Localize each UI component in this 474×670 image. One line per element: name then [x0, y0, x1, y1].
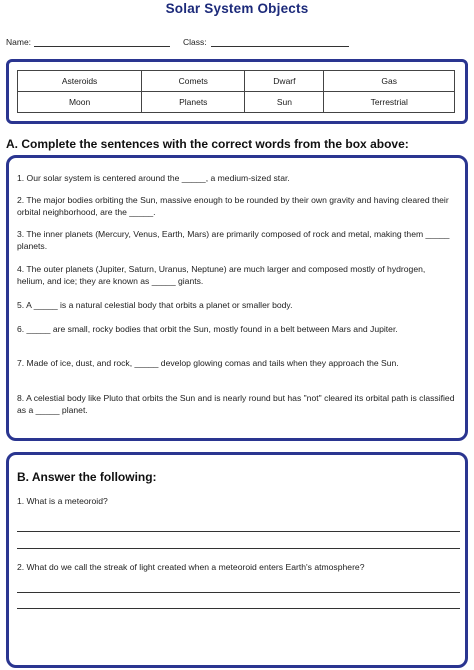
- question-a6: 6. _____ are small, rocky bodies that orbit the Sun, mostly found in a belt between Mars and Jupiter.: [17, 324, 398, 334]
- section-a-heading: A. Complete the sentences with the correct words from the box above:: [6, 137, 409, 151]
- word-bank-cell: Dwarf: [245, 71, 324, 92]
- word-bank-cell: Asteroids: [18, 71, 142, 92]
- worksheet-title: Solar System Objects: [165, 1, 309, 16]
- word-bank-row: [18, 92, 455, 113]
- word-bank-cell: Moon: [18, 92, 142, 113]
- answer-line[interactable]: [17, 531, 460, 532]
- class-line[interactable]: [211, 46, 349, 47]
- name-line[interactable]: [34, 46, 170, 47]
- question-a1: 1. Our solar system is centered around the _____, a medium-sized star.: [17, 173, 290, 183]
- question-a2: 2. The major bodies orbiting the Sun, massive enough to be rounded by their own gravity and having cleared their orbital neighborhood, are the _____.: [17, 195, 449, 217]
- question-a7: 7. Made of ice, dust, and rock, _____ develop glowing comas and tails when they approach the Sun.: [17, 358, 399, 368]
- answer-line[interactable]: [17, 608, 460, 609]
- question-a4: 4. The outer planets (Jupiter, Saturn, Uranus, Neptune) are much larger and composed mostly of hydrogen, helium, and ice; they are known as _____ giants.: [17, 264, 426, 286]
- word-bank-cell: Comets: [142, 71, 245, 92]
- question-b2: 2. What do we call the streak of light created when a meteoroid enters Earth's atmosphere?: [17, 562, 365, 572]
- word-bank-cell: Gas: [324, 71, 455, 92]
- section-b-box: [6, 452, 468, 668]
- word-bank: [6, 59, 468, 124]
- name-label: Name:: [6, 37, 32, 47]
- word-bank-cell: Terrestrial: [324, 92, 455, 113]
- class-label: Class:: [183, 37, 207, 47]
- section-a-box: [6, 155, 468, 441]
- answer-line[interactable]: [17, 592, 460, 593]
- word-bank-table: [17, 70, 455, 113]
- section-b-heading: B. Answer the following:: [17, 470, 157, 484]
- word-bank-cell: Planets: [142, 92, 245, 113]
- question-a3: 3. The inner planets (Mercury, Venus, Earth, Mars) are primarily composed of rock and metal, making them _____ planets.: [17, 229, 450, 251]
- word-bank-cell: Sun: [245, 92, 324, 113]
- answer-line[interactable]: [17, 548, 460, 549]
- question-b1: 1. What is a meteoroid?: [17, 496, 108, 506]
- question-a5: 5. A _____ is a natural celestial body that orbits a planet or smaller body.: [17, 300, 293, 310]
- word-bank-row: [18, 71, 455, 92]
- question-a8: 8. A celestial body like Pluto that orbits the Sun and is nearly round but has "not" cleared its orbital path is classified as a _____ planet.: [17, 393, 455, 415]
